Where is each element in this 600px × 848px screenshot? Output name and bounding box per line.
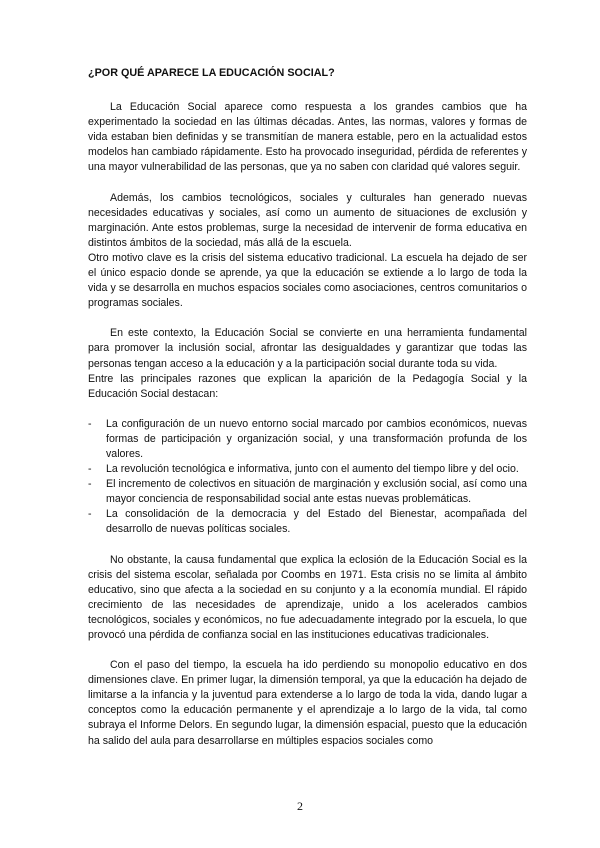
list-item-text: La consolidación de la democracia y del Estado del Bienestar, acompañada del desarrollo de nuevas políticas sociales. <box>106 508 527 536</box>
list-item-text: El incremento de colectivos en situación de marginación y exclusión social, así como una mayor conciencia de responsabilidad social ante estas nuevas problemáticas. <box>106 478 527 506</box>
list-item <box>88 477 527 507</box>
page-number: 2 <box>297 799 303 813</box>
paragraph-reasons-intro: Entre las principales razones que explican la aparición de la Pedagogía Social y la Educación Social destacan: <box>88 372 527 400</box>
list-dash: - <box>88 478 92 491</box>
reasons-list <box>88 417 527 538</box>
list-item-text: La configuración de un nuevo entorno social marcado por cambios económicos, nuevas formas de participación y organización social, y una transformación profunda de los valores. <box>106 417 527 460</box>
page-title: ¿POR QUÉ APARECE LA EDUCACIÓN SOCIAL? <box>88 67 335 79</box>
list-item-text: La revolución tecnológica e informativa, junto con el aumento del tiempo libre y del ocio. <box>106 463 519 476</box>
paragraph-intro: La Educación Social aparece como respuesta a los grandes cambios que ha experimentado la sociedad en las últimas décadas. Antes, las normas, valores y formas de vida estaban bien definidas y se transmitían de manera estable, pero en la actualidad estos modelos han cambiado rápidamente. Esto ha provocado inseguridad, pérdida de referentes y una mayor vulnerabilidad de las personas, que ya no saben con claridad qué valores seguir. <box>88 101 527 174</box>
list-item <box>88 462 527 477</box>
paragraph-school-crisis: No obstante, la causa fundamental que explica la eclosión de la Educación Social es la crisis del sistema escolar, señalada por Coombs en 1971. Esta crisis no se limita al ámbito educativo, sino que afecta a la sociedad en su conjunto y a la economía mundial. El rápido crecimiento de las necesidades de aprendizaje, unido a los acelerados cambios tecnológicos, sociales y económicos, no fue adecuadamente integrado por la escuela, lo que provocó una pérdida de confianza social en las instituciones educativas tradicionales. <box>88 553 527 641</box>
list-dash: - <box>88 508 92 521</box>
paragraph-crisis: Otro motivo clave es la crisis del sistema educativo tradicional. La escuela ha dejado de ser el único espacio donde se aprende, ya que la educación se extiende a lo largo de toda la vida y se desarrolla en muchos espacios sociales como asociaciones, centros comunitarios o programas sociales. <box>88 251 527 310</box>
paragraph-changes: Además, los cambios tecnológicos, sociales y culturales han generado nuevas necesidades educativas y sociales, así como un aumento de situaciones de exclusión y marginación. Ante estos problemas, surge la necesidad de intervenir de forma educativa en distintos ámbitos de la sociedad, más allá de la escuela. <box>88 191 527 249</box>
paragraph-context: En este contexto, la Educación Social se convierte en una herramienta fundamental para promover la inclusión social, afrontar las desigualdades y garantizar que todas las personas tengan acceso a la educación y a la participación social durante toda su vida. <box>88 327 527 370</box>
document-page <box>88 66 527 749</box>
list-dash: - <box>88 463 92 476</box>
paragraph-monopoly: Con el paso del tiempo, la escuela ha ido perdiendo su monopolio educativo en dos dimensiones clave. En primer lugar, la dimensión temporal, ya que la educación ha dejado de limitarse a la infancia y la juventud para extenderse a lo largo de toda la vida, dando lugar a conceptos como la educación permanente y el aprendizaje a lo largo de la vida, tal como subraya el Informe Delors. En segundo lugar, la dimensión espacial, puesto que la educación ha salido del aula para desarrollarse en múltiples espacios sociales como <box>88 659 527 747</box>
list-dash: - <box>88 417 92 430</box>
list-item <box>88 507 527 537</box>
list-item <box>88 417 527 462</box>
